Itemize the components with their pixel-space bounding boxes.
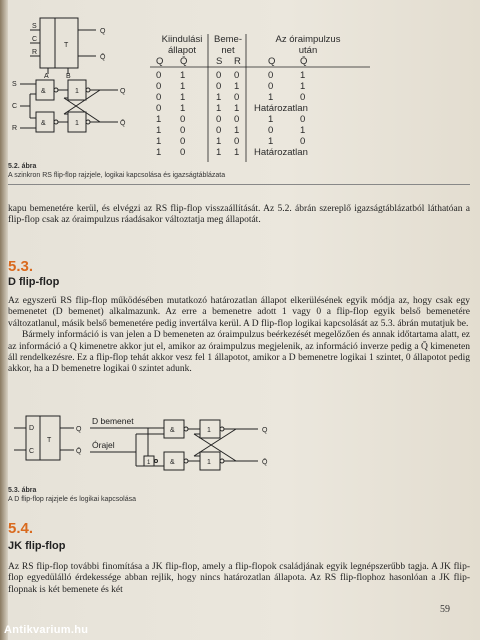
table-cell: 1 [156,114,162,125]
gate-q-label-d: Q [262,427,268,434]
gate-r-label: R [12,125,18,132]
watermark: Antikvarium.hu [4,624,89,636]
table-cell: 1 [156,136,162,147]
head-input-1: Beme- [214,34,242,45]
book-spine [0,0,8,640]
table-cell: 1 [156,147,162,158]
b-pin-label: B [66,73,71,80]
table-cell: 0 [180,147,186,158]
divider [8,184,470,185]
table-cell: 0 [156,92,162,103]
and2-symbol: & [41,120,46,127]
table-cell: 0 [268,70,274,81]
table-cell: 1 [234,103,240,114]
gate-qbar-label-d: Q̄ [262,459,268,466]
d-flipflop-diagram [8,412,308,482]
page-number: 59 [440,604,450,615]
section-5-3-text [8,296,470,376]
table-col-header: S [216,56,223,67]
table-col-header: Q̄ [180,56,188,67]
qbar-pin-label: Q̄ [100,54,106,61]
table-cell: 0 [180,114,186,125]
head-input-2: net [221,45,235,56]
table-cell: 0 [234,114,240,125]
table-cell: 0 [300,114,306,125]
table-cell: 0 [234,136,240,147]
table-cell: 0 [156,70,162,81]
table-cell: 1 [180,92,186,103]
head-initial-2: állapot [168,45,196,56]
intro-text: kapu bemenetére kerül, és elvégzi az RS flip-flop visszaállítását. Az 5.2. ábrán szereplő igazságtáblázatból láthatóan a flip-flop csak az óraimpulzus ráadásakor változtatja meg állapotát. [8,204,470,226]
para-5-4: Az RS flip-flop további finomítása a JK flip-flop, amely a flip-flopok családjának egyik legnépszerűbb tagja. A JK flip-flop egyedülálló érdekessége abban rejlik, hogy nincs határozatlan állapota. Az RS flip-flophoz hasonlóan a JK flip-flopnak is két bemenete és két [8,562,470,595]
table-cell: 1 [216,92,222,103]
figure-caption-5-3 [8,486,136,504]
table-cell: 1 [216,147,222,158]
q-pin-label-d: Q [76,426,82,433]
table-cell: 0 [216,81,222,92]
c-pin-label-d: C [29,448,35,455]
table-cell: 1 [216,103,222,114]
head-after-1: Az óraimpulzus [275,34,341,45]
c-pin-label: C [32,36,38,43]
table-cell: 1 [268,136,274,147]
table-head-after [248,34,368,56]
table-head-input [210,34,246,56]
nand1-symbol-d: 1 [207,427,211,434]
table-cell: 0 [180,125,186,136]
table-cell-indeterminate: Határozatlan [254,103,308,114]
d-pin-label: D [29,425,35,432]
table-cell: 1 [234,147,240,158]
caption-label-2: 5.3. ábra [8,487,37,494]
table-col-header: Q [156,56,164,67]
table-cell: 0 [234,70,240,81]
head-after-2: után [298,45,318,56]
table-col-header: R [234,56,241,67]
section-number-5-3: 5.3. [8,258,34,275]
table-cell: 1 [156,125,162,136]
intro-paragraph [8,204,470,227]
s-pin-label: S [32,23,37,30]
table-cell: 1 [300,125,306,136]
section-5-4-text [8,562,470,596]
table-cell: 1 [180,70,186,81]
caption-text-2: A D flip-flop rajzjele és logikai kapcsolása [8,496,137,503]
table-cell: 1 [234,125,240,136]
head-initial-1: Kiindulási [161,34,203,45]
nand1-symbol: 1 [75,88,79,95]
r-pin-label: R [32,49,38,56]
and1-symbol-d: & [170,427,175,434]
nand2-symbol: 1 [75,120,79,127]
table-cell: 0 [180,136,186,147]
table-cell: 0 [156,81,162,92]
caption-text: A szinkron RS flip-flop rajzjele, logikai kapcsolása és igazságtáblázata [8,172,226,179]
table-cell: 1 [180,81,186,92]
table-cell: 1 [234,81,240,92]
table-cell: 1 [268,92,274,103]
table-cell: 1 [216,136,222,147]
table-cell: 0 [300,136,306,147]
inverter-symbol: 1 [147,460,151,466]
table-cell: 0 [268,125,274,136]
table-cell: 0 [300,92,306,103]
nand2-symbol-d: 1 [207,459,211,466]
table-cell: 1 [268,114,274,125]
qbar-pin-label-d: Q̄ [76,448,82,455]
table-col-header: Q [268,56,276,67]
gate-q-label: Q [120,88,126,95]
table-cell: 1 [180,103,186,114]
section-title-5-3: D flip-flop [8,276,60,288]
table-cell: 1 [300,70,306,81]
table-cell: 0 [268,81,274,92]
t-label-d: T [47,437,52,444]
section-title-5-4: JK flip-flop [8,540,66,552]
gate-c-label: C [12,103,18,110]
table-cell: 0 [156,103,162,114]
a-pin-label: A [44,73,49,80]
and2-symbol-d: & [170,459,175,466]
table-cell: 0 [216,70,222,81]
table-cell: 1 [300,81,306,92]
q-pin-label: Q [100,28,106,35]
table-cell-indeterminate: Határozatlan [254,147,308,158]
d-input-label: D bemenet [92,416,134,426]
figure-caption-5-2 [8,162,225,180]
clock-label: Órajel [92,440,115,450]
gate-qbar-label: Q̄ [120,120,126,127]
caption-label: 5.2. ábra [8,163,37,170]
gate-s-label: S [12,81,17,88]
para-5-3-b: Bármely információ is van jelen a D bemeneten az óraimpulzus beérkezését megelőzően és annak időtartama alatt, ez az információ a Q kimenetre akkor jut el, amikor az óraimpulzus megjelenik, az információ inverze pedig a Q̄ kimeneten áll rendelkezésre. Ez a flip-flop tehát akkor vesz fel 1 állapotot, amikor a D bemenetre logikai 1 szintet, 0 állapotot pedig akkor, ha a D bemenetre logikai 0 szintet adunk. [8,330,470,375]
table-cell: 0 [234,92,240,103]
table-head-initial [154,34,210,56]
section-number-5-4: 5.4. [8,520,34,537]
table-cell: 0 [216,114,222,125]
rs-flipflop-diagram [8,14,138,154]
t-label: T [64,42,69,49]
and1-symbol: & [41,88,46,95]
para-5-3-a: Az egyszerű RS flip-flop működésében mutatkozó határozatlan állapot elkerülésének egyik módja az, hogy csak egy bemenetet (D bemenet) alkalmazunk. Az erre a bemenetre adott 1 vagy 0 a flip-flop egyik belső bemenetére változatlanul, másik belső bemenetére pedig invertálva kerül. A D flip-flop logikai kapcsolását az 5.3. ábrán mutatjuk be. [8,296,470,329]
table-col-header: Q̄ [300,56,308,67]
table-cell: 0 [216,125,222,136]
